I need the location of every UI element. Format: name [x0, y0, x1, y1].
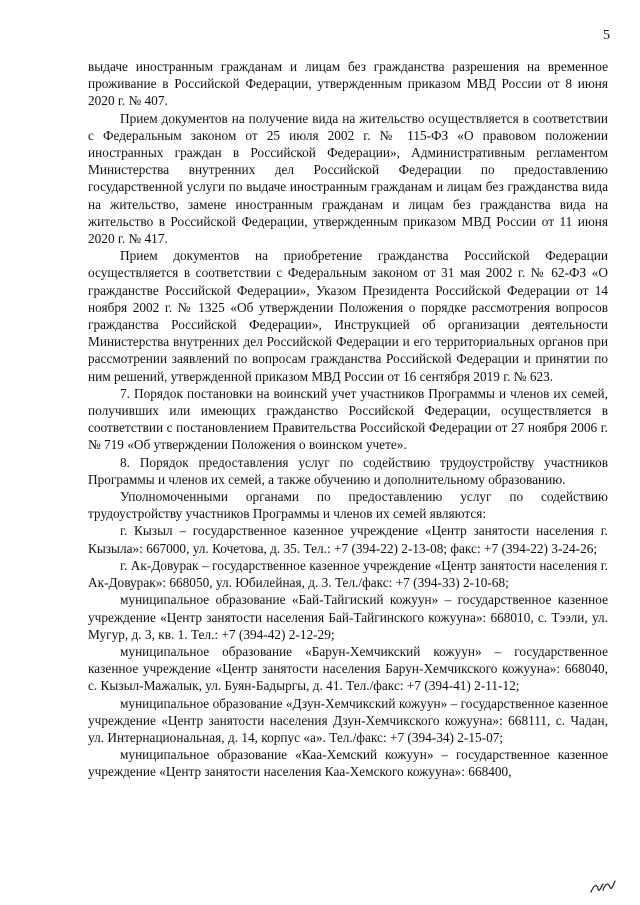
paragraph-military-registration: 7. Порядок постановки на воинский учет участников Программы и членов их семей, получивших или имеющих гражданство Российской Федерации, осуществляется в соответствии с постановлением Правительства Российской Федерации от 27 ноября 2006 г. № 719 «Об утверждении Положения о воинском учете».: [88, 385, 608, 453]
paragraph-bai-taiga: муниципальное образование «Бай-Тайгиский кожуун» – государственное казенное учреждение «Центр занятости населения Бай-Тайгинского кожууна»: 668010, с. Тээли, ул. Мугур, д. 3, кв. 1. Тел.: +7 (394-42) 2-12-29;: [88, 592, 608, 642]
paragraph-residence-permit: Прием документов на получение вида на жительство осуществляется в соответствии с Федеральным законом от 25 июля 2002 г. № 115-ФЗ «О правовом положении иностранных граждан в Российской Федерации», Административным регламентом Министерства внутренних дел Российской Федерации по предоставлению государственной услуги по выдаче иностранным гражданам и лицам без гражданства вида на жительство, замене иностранным гражданам и лицам без гражданства вида на жительство в Российской Федерации, утвержденным приказом МВД России от 11 июня 2020 г. № 417.: [88, 110, 608, 247]
paragraph-barun-khemchik: муниципальное образование «Барун-Хемчикский кожуун» – государственное казенное учреждение «Центр занятости населения Барун-Хемчикского кожууна»: 668040, с. Кызыл-Мажалык, ул. Буян-Бадыргы, д. 41. Тел./факс: +7 (394-41) 2-11-12;: [88, 643, 608, 694]
paragraph-kyzyl: г. Кызыл – государственное казенное учреждение «Центр занятости населения г. Кызыла»: 667000, ул. Кочетова, д. 35. Тел.: +7 (394-22) 2-13-08; факс: +7 (394-22) 3-24-26;: [88, 523, 608, 556]
page-number: 5: [603, 28, 610, 43]
paragraph-dzun-khemchik: муниципальное образование «Дзун-Хемчикский кожуун» – государственное казенное учреждение «Центр занятости населения Дзун-Хемчикского кожууна»: 668111, с. Чадан, ул. Интернациональная, д. 14, корпус «а». Тел./факс: +7 (394-34) 2-15-07;: [88, 695, 608, 745]
paragraph-kaa-khem: муниципальное образование «Каа-Хемский кожуун» – государственное казенное учреждение «Центр занятости населения Каа-Хемского кожууна»: 668400,: [88, 747, 608, 780]
paragraph-authorized-bodies: Уполномоченными органами по предоставлению услуг по содействию трудоустройству участников Программы и членов их семей являются:: [88, 489, 608, 522]
handwritten-initials-signature: [588, 875, 618, 897]
paragraph-continuation: выдаче иностранным гражданам и лицам без гражданства разрешения на временное проживание в Российской Федерации, утвержденным приказом МВД России от 8 июня 2020 г. № 407.: [88, 59, 608, 109]
paragraph-employment-services: 8. Порядок предоставления услуг по содействию трудоустройству участников Программы и членов их семей, а также обучению и дополнительному образованию.: [88, 454, 608, 487]
paragraph-ak-dovurak: г. Ак-Довурак – государственное казенное учреждение «Центр занятости населения г. Ак-Довурак»: 668050, ул. Юбилейная, д. 3. Тел./факс: +7 (394-33) 2-10-68;: [88, 557, 608, 591]
document-body: [88, 58, 608, 781]
paragraph-citizenship: Прием документов на приобретение гражданства Российской Федерации осуществляется в соответствии с Федеральным законом от 31 мая 2002 г. № 62-ФЗ «О гражданстве Российской Федерации», Указом Президента Российской Федерации от 14 ноября 2002 г. № 1325 «Об утверждении Положения о порядке рассмотрения вопросов гражданства Российской Федерации», Инструкцией об организации деятельности Министерства внутренних дел Российской Федерации и его территориальных органов при рассмотрении заявлений по вопросам гражданства Российской Федерации и принятии по ним решений, утвержденной приказом МВД России от 16 сентября 2019 г. № 623.: [88, 248, 608, 384]
